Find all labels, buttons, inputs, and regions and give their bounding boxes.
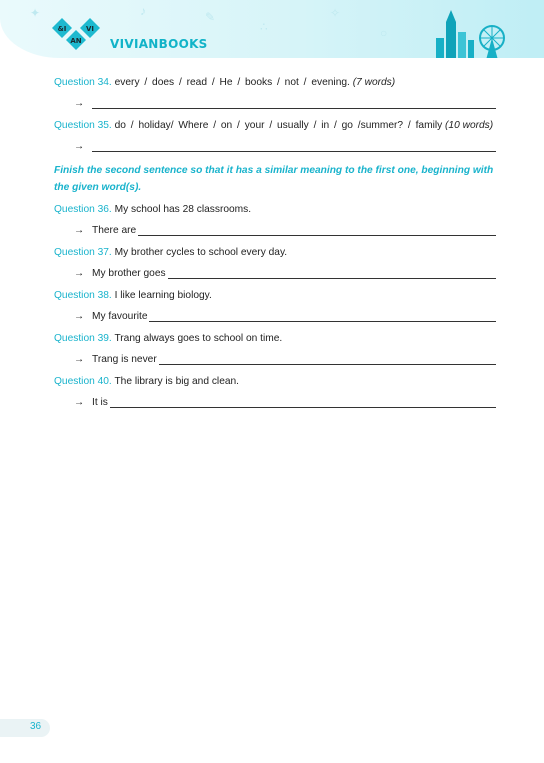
question-label: Question 35.	[54, 120, 112, 131]
answer-blank[interactable]	[149, 312, 496, 322]
arrow-icon: →	[74, 268, 85, 279]
question-label: Question 38.	[54, 290, 112, 301]
answer-blank[interactable]	[110, 398, 496, 408]
question-label: Question 40.	[54, 376, 112, 387]
decor-star-icon: ✦	[30, 6, 41, 20]
arrow-icon: →	[74, 98, 85, 109]
question-label: Question 37.	[54, 247, 112, 258]
page-header	[0, 0, 544, 58]
answer-blank[interactable]	[159, 355, 496, 365]
arrow-icon: →	[74, 354, 85, 365]
logo-letter: VI	[85, 25, 95, 33]
answer-blank[interactable]	[92, 142, 496, 152]
answer-line	[54, 353, 496, 367]
decor-music-icon: ♪	[140, 4, 146, 18]
question-label: Question 36.	[54, 204, 112, 215]
decor-dots-icon: ∴	[260, 20, 268, 34]
question-40	[54, 375, 496, 389]
answer-lead: It is	[92, 397, 108, 408]
answer-line	[54, 140, 496, 154]
logo-letter: AN	[70, 37, 82, 45]
question-text: My brother cycles to school every day.	[114, 247, 288, 258]
answer-blank[interactable]	[168, 269, 496, 279]
question-text: My school has 28 classrooms.	[114, 204, 252, 215]
answer-line	[54, 396, 496, 410]
question-36	[54, 203, 496, 217]
logo-diamonds-icon	[52, 16, 100, 56]
answer-line	[54, 267, 496, 281]
question-35	[54, 119, 496, 133]
page-number: 36	[30, 721, 42, 732]
question-hint: (10 words)	[445, 120, 494, 131]
logo	[52, 18, 100, 45]
answer-lead: My favourite	[92, 311, 148, 322]
page-number-tab	[0, 719, 50, 737]
question-39	[54, 332, 496, 346]
question-hint: (7 words)	[352, 77, 396, 88]
arrow-icon: →	[74, 311, 85, 322]
section-instruction: Finish the second sentence so that it has a similar meaning to the first one, beginning with the given word(s).	[54, 165, 494, 193]
decor-star-icon: ✧	[330, 6, 341, 20]
question-text: every / does / read / He / books / not / evening.	[114, 77, 350, 88]
question-label: Question 34.	[54, 77, 112, 88]
exercise-content	[54, 76, 496, 418]
answer-lead: Trang is never	[92, 354, 157, 365]
decor-circle-icon: ○	[380, 26, 388, 40]
question-text: I like learning biology.	[114, 290, 212, 301]
logo-letter: &I	[57, 25, 67, 33]
question-34	[54, 76, 496, 90]
question-38	[54, 289, 496, 303]
question-text: do / holiday/ Where / on / your / usually / in / go /summer? / family	[114, 120, 443, 131]
question-label: Question 39.	[54, 333, 112, 344]
question-37	[54, 246, 496, 260]
answer-line	[54, 310, 496, 324]
question-text: Trang always goes to school on time.	[114, 333, 283, 344]
arrow-icon: →	[74, 225, 85, 236]
arrow-icon: →	[74, 397, 85, 408]
answer-lead: There are	[92, 225, 137, 236]
answer-blank[interactable]	[138, 226, 496, 236]
brand-name: VIVIANBOOKS	[110, 37, 208, 51]
city-skyline-icon	[432, 8, 508, 58]
answer-line	[54, 224, 496, 238]
decor-pencil-icon: ✎	[205, 10, 216, 24]
arrow-icon: →	[74, 141, 85, 152]
answer-lead: My brother goes	[92, 268, 166, 279]
answer-blank[interactable]	[92, 99, 496, 109]
question-text: The library is big and clean.	[114, 376, 240, 387]
answer-line	[54, 97, 496, 111]
